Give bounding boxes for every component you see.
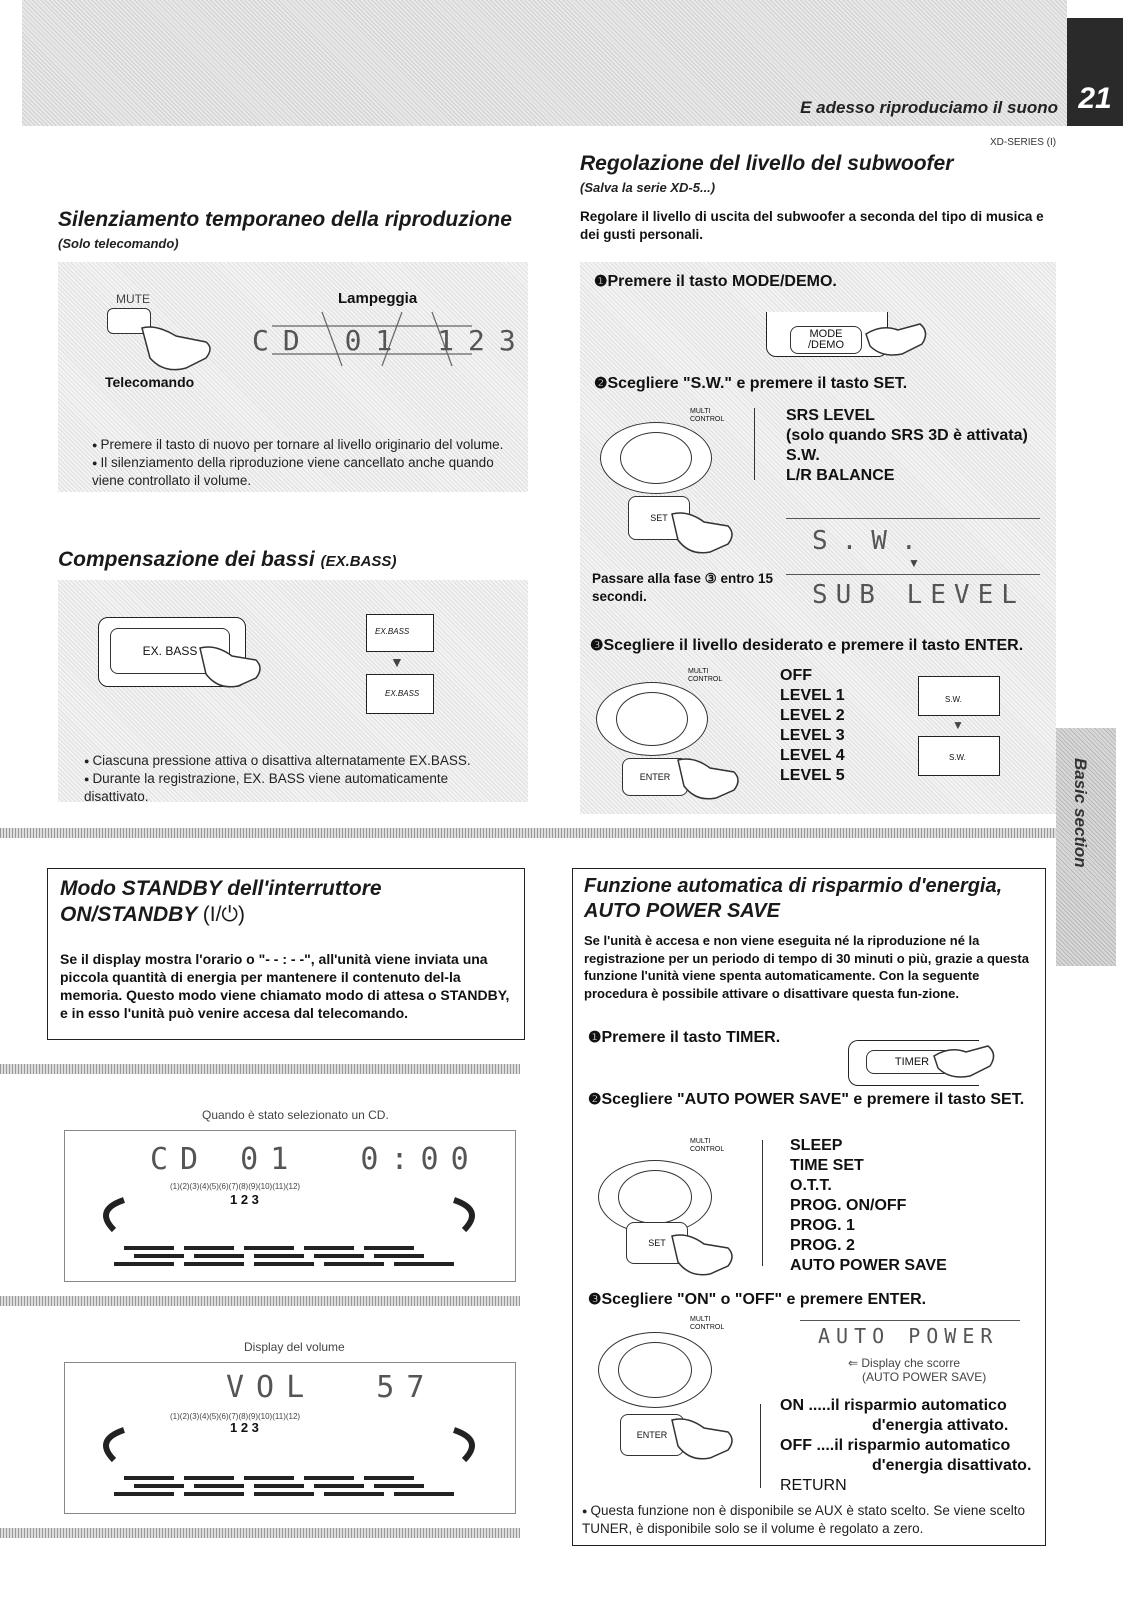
- mute-subtitle: (Solo telecomando): [58, 236, 179, 251]
- menu-item-auto-power-save: AUTO POWER SAVE: [790, 1257, 947, 1274]
- step-2-icon: ❷: [588, 1091, 602, 1108]
- hand-icon: [674, 752, 744, 800]
- exbass-indicator-on: [366, 674, 434, 714]
- hand-icon: [668, 1228, 738, 1276]
- menu-item-sleep: SLEEP: [790, 1137, 843, 1154]
- hand-icon: [668, 1412, 738, 1460]
- autopower-step-3-text: Scegliere "ON" o "OFF" e premere ENTER.: [601, 1291, 927, 1308]
- lcd-rule: [800, 1320, 1020, 1321]
- subwoofer-intro: Regolare il livello di uscita del subwoofer a seconda del tipo di musica e dei gusti personali.: [580, 209, 1044, 242]
- exbass-button[interactable]: EX. BASS: [110, 628, 230, 674]
- on-option-desc: d'energia attivato.: [872, 1417, 1009, 1434]
- set-button[interactable]: SET: [628, 496, 690, 540]
- separator: [0, 1296, 520, 1306]
- menu-item-sw: S.W.: [786, 447, 820, 464]
- subwoofer-step-3-text: Scegliere il livello desiderato e premere il tasto ENTER.: [603, 637, 1024, 654]
- mute-title: Silenziamento temporaneo della riproduzione: [58, 208, 512, 231]
- standby-text: Se il display mostra l'orario o "- - : - -", all'unità viene inviata una piccola quantità di energia per mantenere il contenuto del-la memoria. Questo modo viene chiamato modo di attesa o STANDBY, e in esso l'unità può venire accesa dal telecomando.: [60, 951, 510, 1021]
- menu-item-prog-onoff: PROG. ON/OFF: [790, 1197, 907, 1214]
- return-option: RETURN: [780, 1477, 847, 1494]
- arrow-down-icon: ▼: [908, 556, 920, 570]
- multi-control-label: MULTI CONTROL: [690, 408, 725, 423]
- autopower-step-1-text: Premere il tasto TIMER.: [601, 1029, 781, 1046]
- track-numbers: (1)(2)(3)(4)(5)(6)(7)(8)(9)(10)(11)(12): [170, 1182, 301, 1191]
- lcd-rule-1: [786, 518, 1040, 519]
- exbass-indicator-off: [366, 614, 434, 652]
- section-separator: [0, 828, 1056, 838]
- subwoofer-menu: [786, 406, 1028, 486]
- knob-inner: [618, 1342, 692, 1398]
- autopower-menu: [790, 1136, 947, 1276]
- autopower-note-text: ● Questa funzione non è disponibile se AUX è stato scelto. Se viene scelto TUNER, è disponibile solo se il volume è regolato a zero.: [582, 1503, 1025, 1536]
- hand-icon: [196, 640, 266, 690]
- knob-inner: [616, 692, 688, 746]
- lcd-sub-level: SUB LEVEL: [812, 580, 1025, 610]
- lcd-rule-2: [786, 574, 1040, 575]
- subwoofer-step-3: [590, 636, 1023, 655]
- cd-lcd: CD 01 0:00: [150, 1142, 481, 1177]
- autopower-step-2-text: Scegliere "AUTO POWER SAVE" e premere il tasto SET.: [601, 1091, 1025, 1108]
- exbass-note-1: ● Ciascuna pressione attiva o disattiva alternatamente EX.BASS.: [84, 752, 516, 770]
- step-3-icon: ❸: [590, 637, 604, 654]
- onoff-list: [780, 1396, 1031, 1496]
- mute-display: CD 01 123: [252, 324, 530, 357]
- standby-title-symbol: (I/⏻): [202, 903, 246, 926]
- timer-button[interactable]: TIMER: [866, 1050, 958, 1074]
- spectrum-icon: [84, 1420, 494, 1506]
- mute-notes: [92, 436, 522, 489]
- exbass-title: [58, 548, 396, 572]
- menu-item-prog-1: PROG. 1: [790, 1217, 855, 1234]
- set-button[interactable]: SET: [626, 1222, 688, 1264]
- hand-icon: [862, 314, 932, 360]
- on-option: ON .....il risparmio automatico: [780, 1397, 1007, 1414]
- menu-item-lr-balance: L/R BALANCE: [786, 467, 895, 484]
- step-1-icon: ❶: [594, 273, 608, 290]
- cd-caption: Quando è stato selezionato un CD.: [202, 1108, 389, 1122]
- scroll-note-text: Display che scorre: [861, 1356, 961, 1370]
- side-tab-label: Basic section: [1071, 758, 1090, 868]
- scroll-note: [848, 1356, 960, 1370]
- level-5: LEVEL 5: [780, 767, 845, 784]
- multi-control-label: MULTI CONTROL: [690, 1316, 725, 1331]
- exbass-indicator-text: EX.BASS: [385, 689, 420, 698]
- multi-control-label: MULTI CONTROL: [688, 668, 723, 683]
- arrow-left-icon: ⇐: [848, 1356, 862, 1370]
- exbass-note-2: ● Durante la registrazione, EX. BASS viene automaticamente disattivato.: [84, 770, 516, 805]
- hand-icon: [930, 1034, 1000, 1084]
- lcd-auto-power: AUTO POWER: [818, 1324, 999, 1348]
- side-tab: [1056, 728, 1116, 966]
- menu-item-ott: O.T.T.: [790, 1177, 832, 1194]
- exbass-title-text: Compensazione dei bassi: [58, 548, 315, 571]
- knob-inner: [620, 432, 692, 484]
- scroll-note-2: (AUTO POWER SAVE): [862, 1370, 987, 1384]
- level-list: [780, 666, 845, 786]
- subwoofer-subtitle: (Salva la serie XD-5...): [580, 180, 716, 195]
- level-off: OFF: [780, 667, 812, 684]
- autopower-step-1: [588, 1028, 780, 1047]
- step-1-icon: ❶: [588, 1029, 602, 1046]
- mode-demo-button[interactable]: MODE /DEMO: [790, 326, 862, 354]
- level-1: LEVEL 1: [780, 687, 845, 704]
- autopower-title: Funzione automatica di risparmio d'energia, AUTO POWER SAVE: [584, 875, 1003, 922]
- track-numbers: (1)(2)(3)(4)(5)(6)(7)(8)(9)(10)(11)(12): [170, 1412, 301, 1421]
- exbass-title-suffix: (EX.BASS): [320, 553, 397, 570]
- multi-control-label: MULTI CONTROL: [690, 1138, 725, 1153]
- mute-note-1: ● Premere il tasto di nuovo per tornare al livello originario del volume.: [92, 436, 522, 454]
- page-number: 21: [1067, 18, 1123, 126]
- blink-label: Lampeggia: [338, 290, 418, 307]
- enter-button[interactable]: ENTER: [622, 758, 688, 796]
- header-title: E adesso riproduciamo il suono: [800, 98, 1058, 117]
- series-code: XD-SERIES (I): [990, 137, 1057, 148]
- hand-icon: [136, 318, 216, 374]
- separator: [0, 1064, 520, 1074]
- subwoofer-note: Passare alla fase ③ entro 15 secondi.: [592, 571, 773, 604]
- autopower-step-3: [588, 1290, 926, 1309]
- level-2: LEVEL 2: [780, 707, 845, 724]
- sw-indicator-on: [918, 736, 1000, 776]
- hand-icon: [668, 506, 738, 554]
- mute-note-2: ● Il silenziamento della riproduzione viene cancellato anche quando viene controllato il volume.: [92, 454, 522, 489]
- level-3: LEVEL 3: [780, 727, 845, 744]
- subwoofer-title: Regolazione del livello del subwoofer: [580, 152, 954, 175]
- menu-bracket: [762, 1140, 773, 1266]
- remote-label: Telecomando: [105, 374, 195, 390]
- off-option-desc: d'energia disattivato.: [872, 1457, 1032, 1474]
- subwoofer-step-2-text: Scegliere "S.W." e premere il tasto SET.: [607, 375, 908, 392]
- knob-inner: [618, 1170, 692, 1224]
- subwoofer-step-1-text: Premere il tasto MODE/DEMO.: [607, 273, 837, 290]
- exbass-notes: [84, 752, 516, 805]
- vol-lcd: VOL 57: [226, 1370, 437, 1405]
- sw-indicator-text: S.W.: [945, 695, 962, 704]
- menu-item-srs-note: (solo quando SRS 3D è attivata): [786, 427, 1028, 444]
- autopower-text: Se l'unità è accesa e non viene eseguita né la riproduzione né la registrazione per un periodo di tempo di 30 minuti o più, grazie a questa funzione l'unità viene spenta automaticamente. Con la seguente procedura è possibile attivare o disattivare questa fun-zione.: [584, 933, 1029, 1001]
- standby-title: [60, 876, 516, 928]
- track-big: 1 2 3: [230, 1420, 259, 1435]
- spectrum-icon: [84, 1190, 494, 1274]
- mute-label: MUTE: [116, 292, 150, 306]
- standby-title-text: Modo STANDBY dell'interruttore ON/STANDBY: [60, 877, 382, 926]
- autopower-step-2: [588, 1090, 1036, 1110]
- step-2-icon: ❷: [594, 375, 608, 392]
- subwoofer-step-2: [594, 374, 907, 393]
- enter-button[interactable]: ENTER: [620, 1414, 684, 1456]
- separator: [0, 1528, 520, 1538]
- vol-caption: Display del volume: [244, 1340, 345, 1354]
- menu-item-srs-level: SRS LEVEL: [786, 407, 875, 424]
- track-big: 1 2 3: [230, 1192, 259, 1207]
- menu-bracket: [760, 1404, 771, 1488]
- sw-indicator-text: S.W.: [949, 753, 966, 762]
- menu-item-prog-2: PROG. 2: [790, 1237, 855, 1254]
- exbass-indicator-text: EX.BASS: [375, 627, 410, 636]
- menu-bracket: [754, 408, 765, 480]
- off-option: OFF ....il risparmio automatico: [780, 1437, 1011, 1454]
- sw-indicator-off: [918, 676, 1000, 716]
- level-4: LEVEL 4: [780, 747, 845, 764]
- step-3-icon: ❸: [588, 1291, 602, 1308]
- arrow-down-icon: ▼: [390, 654, 404, 670]
- arrow-down-icon: ▼: [952, 718, 964, 732]
- lcd-sw: S.W.: [812, 526, 931, 556]
- autopower-note: [582, 1502, 1038, 1537]
- subwoofer-step-1: [594, 272, 837, 291]
- menu-item-time-set: TIME SET: [790, 1157, 864, 1174]
